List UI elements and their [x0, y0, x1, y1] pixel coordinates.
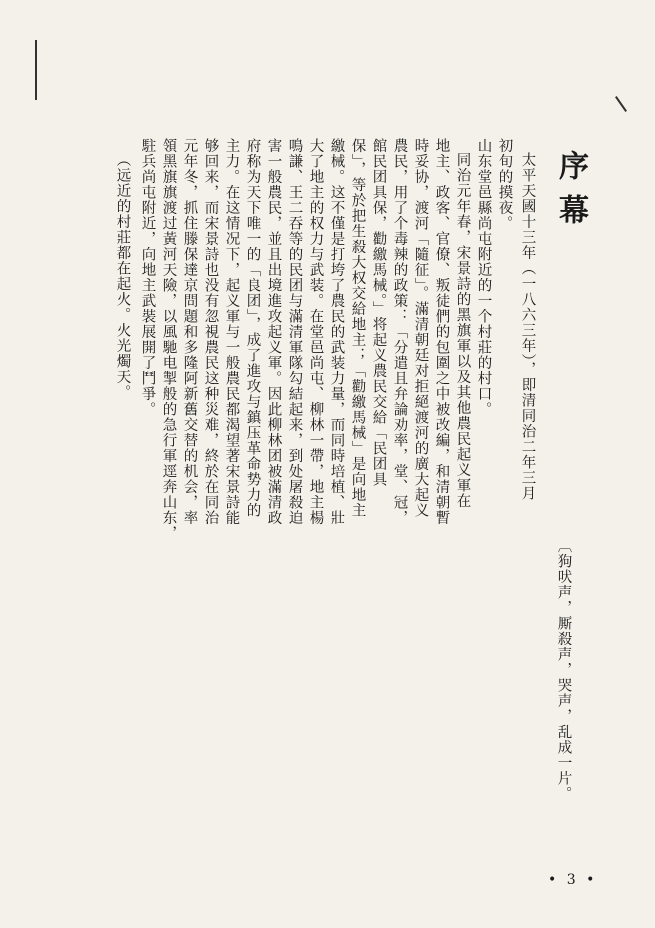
section-heading: 序幕 [553, 150, 588, 238]
page-number: • 3 • [548, 872, 598, 888]
text-column: 大了地主的权力与武装。在堂邑尚屯、柳林一帶，地主楊 [307, 138, 324, 526]
text-column: 地主、政客、官僚、叛徒們的包圍之中被改編，和清朝暫 [433, 138, 450, 526]
text-column: 主力。在这情况下，起义軍与一般農民都渴望著宋景詩能 [223, 138, 240, 526]
text-column: 〔狗吠声，厮殺声，哭声，乱成一片。 [555, 538, 572, 802]
text-column: 够回来，而宋景詩也没有忽視農民这种災难，終於在同治 [202, 138, 219, 526]
text-column: 館民团具保，勸繳馬械。」将起义農民交給「民团具 [370, 138, 387, 488]
text-column: 鳴謙、王二吞等的民团与滿清軍隊勾結起来，到处屠殺迫 [286, 138, 303, 526]
text-column: 山东堂邑縣尚屯附近的一个村莊的村口。 [475, 138, 492, 417]
text-column: 同治元年春，宋景詩的黑旗軍以及其他農民起义軍在 [454, 152, 471, 509]
text-column: 領黑旗旗渡过黃河天險，以風馳电掣般的急行軍逕奔山东， [160, 138, 177, 541]
text-column: 府称为天下唯一的「良团」，成了進攻与鎮压革命势力的 [244, 138, 261, 519]
page-edge-mark [35, 40, 37, 100]
text-column: 元年冬，抓住滕保達京問題和多隆阿新舊交替的机会，率 [181, 138, 198, 526]
text-column: （远近的村莊都在起火。火光燭天。 [114, 152, 131, 400]
text-column: 駐兵尚屯附近，向地主武裝展開了鬥爭。 [139, 138, 156, 417]
page-edge-mark [615, 96, 627, 112]
text-column: 保」，等於把生殺大权交給地主；「勸繳馬械」是向地主 [349, 138, 366, 519]
text-column: 初旬的摸夜。 [496, 138, 513, 231]
text-column: 時妥协，渡河「隨征」。滿清朝廷对拒絕渡河的廣大起义 [412, 138, 429, 519]
text-column: 太平天國十三年（一八六三年），即清同治二年三月 [519, 152, 536, 502]
text-column: 繳械。这不僅是打垮了農民的武装力量，而同時培植、壯 [328, 138, 345, 526]
text-column: 農民，用了个毒辣的政策：「分遣且弁論劝率，堂、冠， [391, 138, 408, 526]
text-column: 害一般農民，並且出境進攻起义軍。因此柳林团被滿清政 [265, 138, 282, 526]
